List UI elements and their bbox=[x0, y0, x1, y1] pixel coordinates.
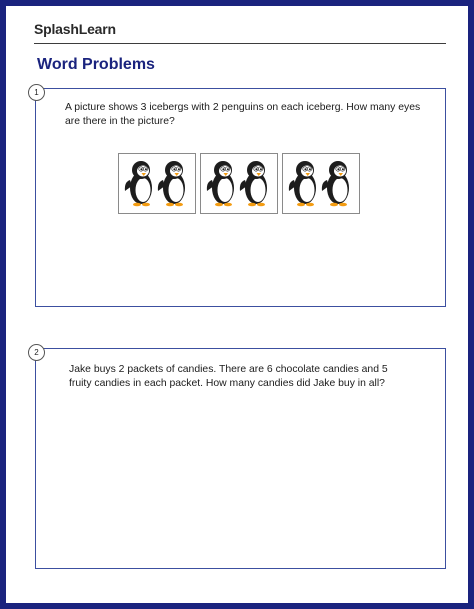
question-box-2 bbox=[35, 348, 446, 569]
iceberg-card bbox=[118, 153, 196, 214]
iceberg-card bbox=[200, 153, 278, 214]
page-title: Word Problems bbox=[37, 56, 155, 73]
brand-logo bbox=[34, 21, 116, 37]
question-box-1 bbox=[35, 88, 446, 307]
brand-learn-text: Learn bbox=[78, 21, 116, 37]
iceberg-card bbox=[282, 153, 360, 214]
penguin-icon bbox=[238, 158, 272, 208]
penguin-icon bbox=[287, 158, 321, 208]
question-number-badge: 1 bbox=[28, 84, 45, 101]
penguin-icon bbox=[320, 158, 354, 208]
question-text: A picture shows 3 icebergs with 2 penguins on each iceberg. How many eyes are there in the picture? bbox=[65, 102, 421, 127]
question-number-badge: 2 bbox=[28, 344, 45, 361]
penguin-icon bbox=[205, 158, 239, 208]
question-text: Jake buys 2 packets of candies. There are 6 chocolate candies and 5 fruity candies in each packet. How many candies did Jake buy in all? bbox=[69, 364, 388, 389]
penguin-icon bbox=[123, 158, 157, 208]
penguin-icon bbox=[156, 158, 190, 208]
brand-splash-text: Splash bbox=[34, 21, 79, 37]
header-divider bbox=[34, 43, 446, 44]
